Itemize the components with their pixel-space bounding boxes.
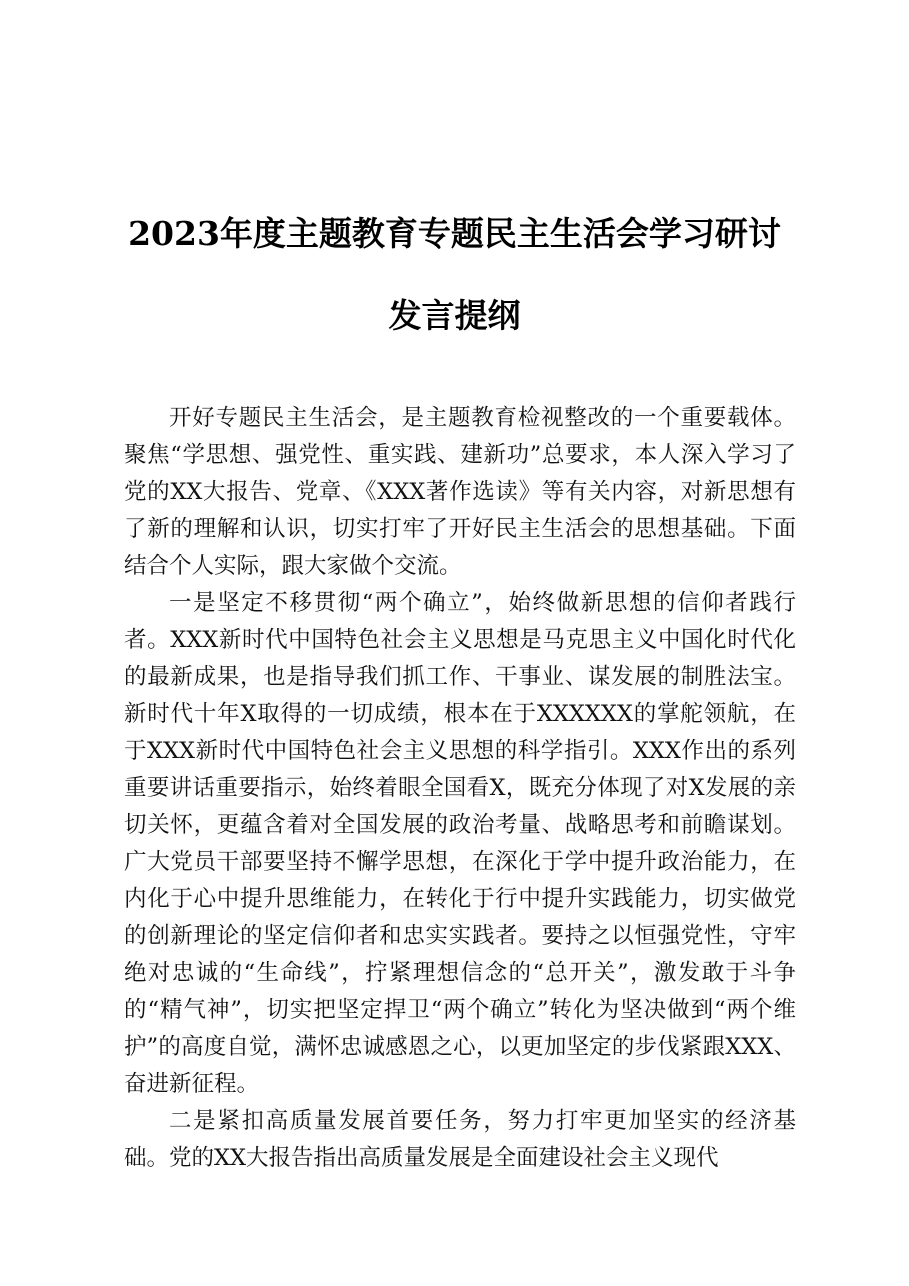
paragraph-point-two: 二是紧扣高质量发展首要任务，努力打牢更加坚实的经济基础。党的XX大报告指出高质量发展是全面建设社会主义现代 xyxy=(124,1108,796,1171)
paragraph-intro: 开好专题民主生活会，是主题教育检视整改的一个重要载体。聚焦“学思想、强党性、重实践、建新功”总要求，本人深入学习了党的XX大报告、党章、《XXX著作选读》等有关内容，对新思想有了新的理解和认识，切实打牢了开好民主生活会的思想基础。下面结合个人实际，跟大家做个交流。 xyxy=(124,405,796,579)
document-body xyxy=(124,400,796,1177)
title-line-1: 2023年度主题教育专题民主生活会学习研讨 xyxy=(128,214,781,253)
document-title xyxy=(0,214,909,336)
paragraph-point-one: 一是坚定不移贯彻“两个确立”，始终做新思想的信仰者践行者。XXX新时代中国特色社会主义思想是马克思主义中国化时代化的最新成果，也是指导我们抓工作、干事业、谋发展的制胜法宝。新时代十年X取得的一切成绩，根本在于XXXXXX的掌舵领航，在于XXX新时代中国特色社会主义思想的科学指引。XXX作出的系列重要讲话重要指示，始终着眼全国看X，既充分体现了对X发展的亲切关怀，更蕴含着对全国发展的政治考量、战略思考和前瞻谋划。广大党员干部要坚持不懈学思想，在深化于学中提升政治能力，在内化于心中提升思维能力，在转化于行中提升实践能力，切实做党的创新理论的坚定信仰者和忠实实践者。要持之以恒强党性，守牢绝对忠诚的“生命线”，拧紧理想信念的“总开关”，激发敢于斗争的“精气神”，切实把坚定捍卫“两个确立”转化为坚决做到“两个维护”的高度自觉，满怀忠诚感恩之心，以更加坚定的步伐紧跟XXX、奋进新征程。 xyxy=(124,590,796,1097)
title-line-2: 发言提纲 xyxy=(388,296,521,335)
